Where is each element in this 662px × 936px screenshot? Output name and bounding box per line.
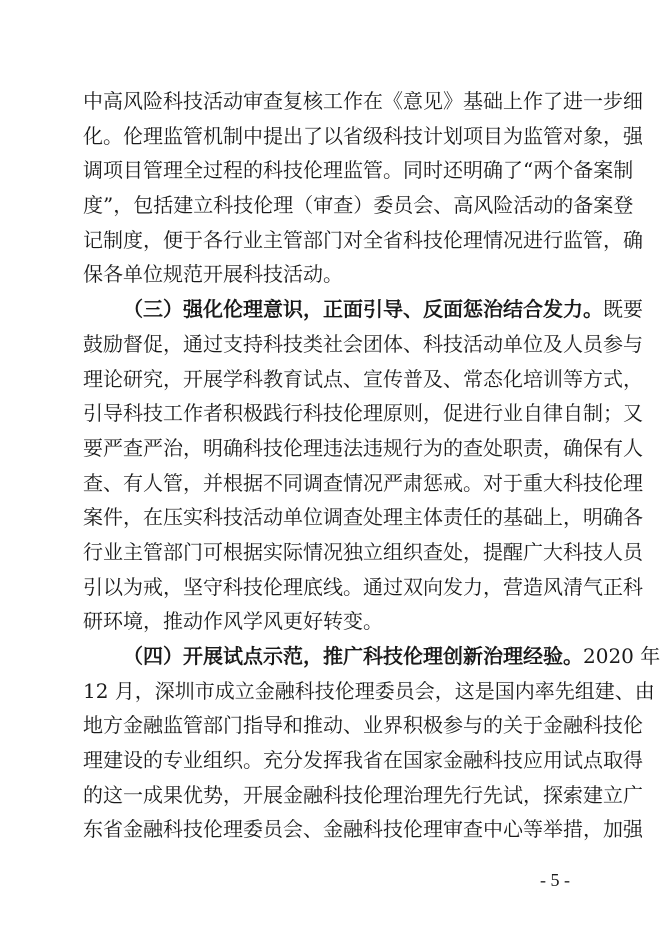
line-text: 中高风险科技活动审查复核工作在《意见》基础上作了进一步细 [83,89,643,113]
line-text: 理论研究，开展学科教育试点、宣传普及、常态化培训等方式， [83,366,643,391]
line-text: 度”，包括建立科技伦理（审查）委员会、高风险活动的备案登 [83,193,634,218]
line-text: 鼓励督促，通过支持科技类社会团体、科技活动单位及人员参与 [83,331,643,356]
paragraph [83,84,643,292]
text-line [83,223,643,258]
text-line [83,362,643,397]
text-line [83,431,643,466]
text-line [83,188,634,223]
section-heading: （四）开展试点示范，推广科技伦理创新治理经验。 [123,644,583,668]
line-text: 的这一成果优势，开展金融科技伦理治理先行先试，探索建立广 [83,782,643,807]
text-line [83,153,634,188]
line-text: 查、有人管，并根据不同调查情况严肃惩戒。对于重大科技伦理 [83,470,643,495]
line-text: 研环境，推动作风学风更好转变。 [83,609,383,634]
line-text: 2020 年 [583,644,661,668]
text-line [83,708,643,743]
text-line [83,466,643,501]
line-text: 要严查严治，明确科技伦理违法违规行为的查处职责，确保有人 [83,435,643,460]
text-line [83,119,643,154]
line-text: 引导科技工作者积极践行科技伦理原则，促进行业自律自制；又 [83,401,643,426]
line-text: 东省金融科技伦理委员会、金融科技伦理审查中心等举措，加强 [83,817,643,842]
page-number: - 5 - [540,870,570,890]
text-line [83,743,643,778]
line-text: 行业主管部门可根据实际情况独立组织查处，提醒广大科技人员 [83,539,643,564]
section-heading: （三）强化伦理意识，正面引导、反面惩治结合发力。 [123,297,603,322]
text-line [83,812,643,847]
line-text: 调项目管理全过程的科技伦理监管。同时还明确了“两个备案制 [83,158,634,183]
line-text: 地方金融监管部门指导和推动、业界积极参与的关于金融科技伦 [83,713,643,738]
text-line [83,500,643,535]
text-line [83,257,581,292]
text-line [83,778,643,813]
line-text: 12 月，深圳市成立金融科技伦理委员会，这是国内率先组建、由 [83,678,655,703]
text-line [83,84,643,119]
text-line [83,674,655,709]
text-line [83,604,581,639]
paragraph [83,639,661,847]
line-text: 理建设的专业组织。充分发挥我省在国家金融科技应用试点取得 [83,748,643,773]
line-text: 引以为戒，坚守科技伦理底线。通过双向发力，营造风清气正科 [83,574,643,599]
text-line [83,327,643,362]
text-line [83,570,643,605]
line-text: 记制度，便于各行业主管部门对全省科技伦理情况进行监管，确 [83,227,643,252]
text-line [83,292,643,327]
document-body [83,84,661,847]
line-text: 案件，在压实科技活动单位调查处理主体责任的基础上，明确各 [83,505,643,530]
text-line [83,535,643,570]
line-text: 化。伦理监管机制中提出了以省级科技计划项目为监管对象，强 [83,123,643,148]
line-text: 既要 [603,297,643,322]
text-line [83,396,643,431]
line-text: 保各单位规范开展科技活动。 [83,262,343,287]
text-line [83,639,661,674]
paragraph [83,292,643,639]
